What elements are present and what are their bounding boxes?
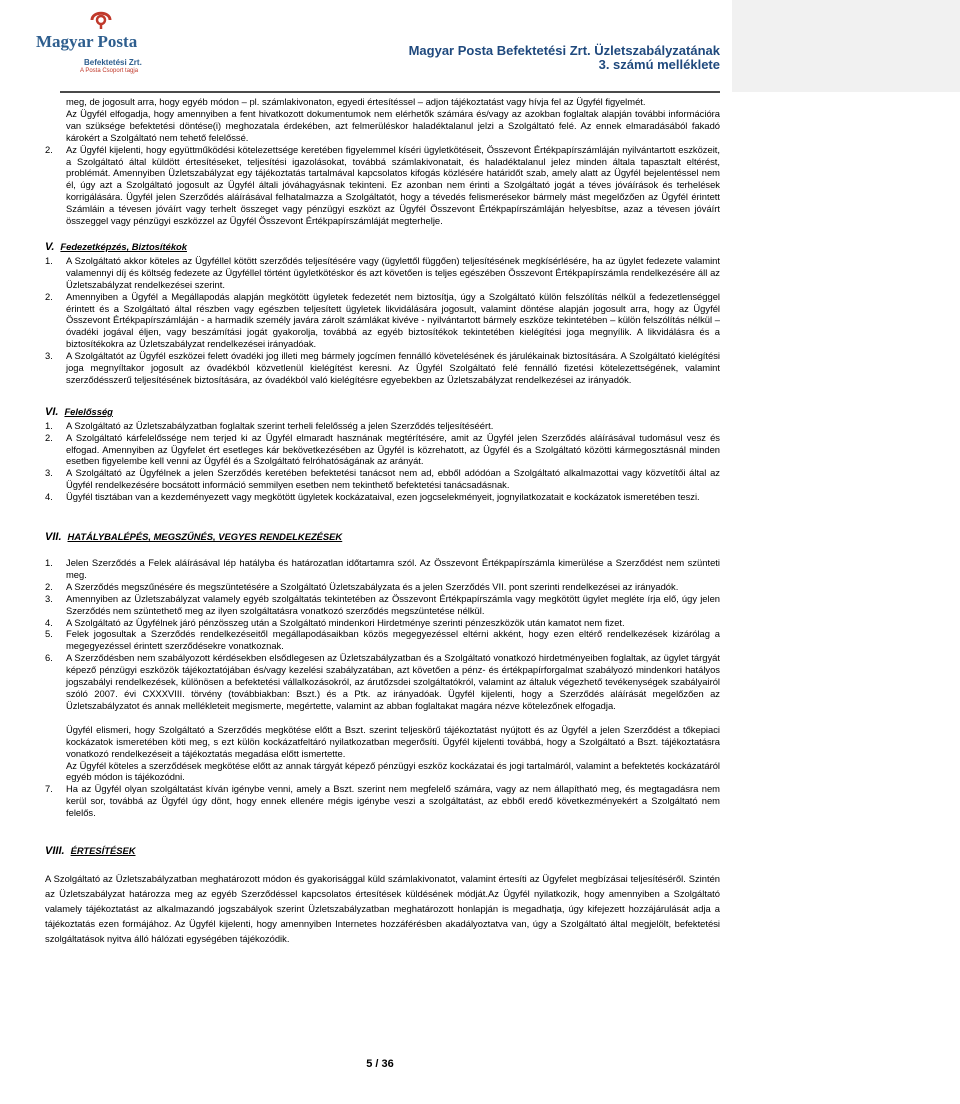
header-title-line1: Magyar Posta Befektetési Zrt. Üzletszabályzatának bbox=[408, 43, 720, 58]
section-7-item-1 bbox=[45, 557, 720, 581]
section-5-item-2 bbox=[45, 291, 720, 351]
item-number: 7. bbox=[45, 783, 53, 795]
intro-item-2 bbox=[45, 144, 720, 227]
item-number: 6. bbox=[45, 652, 53, 664]
intro-paragraph-1: meg, de jogosult arra, hogy egyéb módon – pl. számlakivonaton, egyedi értesítéssel – adjon tájékoztatást vagy hívja fel az Ügyfél figyelmét. bbox=[66, 96, 646, 107]
section-heading-8 bbox=[45, 845, 720, 858]
magyar-posta-logo bbox=[36, 6, 166, 82]
item-text: A Szolgáltató akkor köteles az Ügyféllel kötött szerződés teljesítésére vagy (ügylettől függően) teljesítésének megkísérlésére, ha az ügylet fedezete valamint valamennyi díj és költség fedezete az Ügyféllel történt ügyletkötéskor és azt követően is teljes egészében Összevont Értékpapírszámla rendelkezésére áll az Üzletszabályzat rendelkezései szerint. bbox=[66, 254, 720, 290]
item-text: A Szolgáltató kárfelelőssége nem terjed ki az Ügyfél elmaradt hasznának megtérítésére, amit az Ügyfél jelen Szerződés aláírásával tudomásul vesz és elfogad. Amennyiben az Ügyfelet ért esetleges kár bekövetkezésében az Ügyfél is közrehatott, az Ügyfél és a Szolgáltató közötti kármegosztásnál minden esetben figyelembe kell venni az Ügyfél és a Szolgáltató felróhatóságának az arányát. bbox=[66, 431, 720, 467]
section-6-item-1 bbox=[45, 420, 720, 432]
section-title: ÉRTESÍTÉSEK bbox=[70, 845, 136, 857]
item-text: Ha az Ügyfél olyan szolgáltatást kíván igénybe venni, amely a Bszt. szerint nem megfelelő számára, vagy az nem állapítható meg, és megtagadásra nem kerül sor, továbbá az Ügyfél úgy dönt, hogy ennek ellenére mégis igénybe veszi a szolgáltatást, az ebből eredő következményekért a Szolgáltató nem felelős. bbox=[66, 783, 720, 819]
section-title: Felelősség bbox=[64, 405, 113, 417]
logo-tagline: A Posta Csoport tagja bbox=[80, 68, 139, 74]
item-number: 3. bbox=[45, 467, 53, 479]
document-header-title bbox=[409, 44, 720, 72]
item-number: 2. bbox=[45, 431, 53, 443]
item-number: 4. bbox=[45, 491, 53, 503]
item-number: 1. bbox=[45, 419, 53, 431]
header-title-line2: 3. számú melléklete bbox=[598, 57, 720, 72]
section-5-item-3 bbox=[45, 350, 720, 386]
section-number: VII. bbox=[45, 531, 62, 544]
section-7-item-5 bbox=[45, 628, 720, 652]
section-heading-5 bbox=[45, 241, 720, 254]
item-text: Ügyfél tisztában van a kezdeményezett vagy megkötött ügyletek kockázataival, ezen jogcselekményeit, jognyilatkozatait e kockázatok ismeretében teszi. bbox=[66, 491, 700, 503]
section-7-item-2 bbox=[45, 581, 720, 593]
item-number: 2. bbox=[45, 580, 53, 592]
item-text: A Szolgáltató az Ügyfélnek a jelen Szerződés keretében befektetési tanácsot nem ad, ebből adódóan a Szolgáltató alkalmazottai vagy közvetítői által az Ügyfél rendelkezésére bocsátott információ semmilyen esetben nem tekinthető befektetési tanácsadásnak. bbox=[66, 467, 720, 491]
section-number: VIII. bbox=[45, 845, 65, 858]
intro-paragraph-2: Az Ügyfél elfogadja, hogy amennyiben a fent hivatkozott dokumentumok nem elérhetők számára és/vagy az azokban foglaltak alapján további információra van szüksége befektetési döntése(i) meghozatala érdekében, azt felmerüléskor haladéktalanul jelzi a Szolgáltató felé. Az ennek elmaradásából fakadó károkért a Szolgáltató nem tehető felelőssé. bbox=[66, 107, 720, 143]
item-text: Amennyiben a Ügyfél a Megállapodás alapján megkötött ügyletek fedezetét nem biztosítja, úgy a Szolgáltató külön felszólítás nélkül a fedezetlenséggel érintett és a Szolgáltató által részben vagy egészben teljesített ügyletek likvidálására jogosult, valamint döntése alapján jogosult arra, hogy az Ügyfél Összevont Értékpapírszámláján - a harmadik személy javára zárolt számlákat kivéve - nyilvántartott bármely eszköze tekintetében – külön felszólítás nélkül – óvadéki jogával éljen, vagy beszámítási jogát gyakorolja, továbbá az egyéb biztosítékok tekintetében kielégítési joga megnyílik. A likvidálásra és a biztosítékokra az Üzletszabályzat rendelkezései irányadóak. bbox=[66, 290, 720, 350]
section-7-item-3 bbox=[45, 593, 720, 617]
section-title: HATÁLYBALÉPÉS, MEGSZŰNÉS, VEGYES RENDELKEZÉSEK bbox=[67, 531, 343, 543]
section-6-item-3 bbox=[45, 467, 720, 491]
section-7-item-6 bbox=[45, 652, 720, 712]
logo-brand-text: Magyar Posta bbox=[36, 32, 138, 51]
section-7-item-7 bbox=[45, 783, 720, 819]
item-text: A Szerződés megszűnésére és megszüntetésére a Szolgáltató Üzletszabályzata és a jelen Szerződés VII. pont szerinti rendelkezései az irányadók. bbox=[66, 580, 679, 592]
section-heading-6 bbox=[45, 406, 720, 419]
section-5-item-1 bbox=[45, 255, 720, 291]
header-divider bbox=[60, 91, 720, 93]
item-number: 4. bbox=[45, 616, 53, 628]
item-number: 1. bbox=[45, 557, 53, 568]
posthorn-icon bbox=[88, 6, 114, 30]
page-number: 5 / 36 bbox=[366, 1058, 394, 1070]
item-text: A Szerződésben nem szabályozott kérdésekben elsődlegesen az Üzletszabályzatban és a Szolgáltató vonatkozó hirdetményeiben foglaltak, az ügylet tárgyát képező pénzügyi eszközök tájékoztatójában és/vagy kezelési szabályzatában, azt követően a pénz- és értékpapírforgalmat szabályozó mindenkori hatályos jogszabályi rendelkezések, különösen a befektetési vállalkozásokról, az árutőzsdei szolgáltatókról, valamint az általuk végezhető tevékenységek szabályairól szóló 2007. évi CXXXVIII. törvény (továbbiakban: Bszt.) és a Ptk. az irányadóak. Ügyfél kijelenti, hogy a Szerződés aláírását megelőzően az Üzletszabályzatot és annak mellékleteit megismerte, megértette, valamint az abban foglaltakat magára nézve kötelezőnek elfogadja. bbox=[66, 652, 720, 711]
logo-subtitle: Befektetési Zrt. bbox=[84, 58, 142, 67]
section-6-item-2 bbox=[45, 432, 720, 468]
section-number: VI. bbox=[45, 405, 59, 418]
item-text: A Szolgáltató az Üzletszabályzatban foglaltak szerint terheli felelősség a jelen Szerződés teljesítéséért. bbox=[66, 419, 494, 431]
section-title: Fedezetképzés, Biztosítékok bbox=[60, 240, 187, 252]
section-8-paragraph: A Szolgáltató az Üzletszabályzatban meghatározott módon és gyakorisággal küld számlakivonatot, valamint értesíti az Ügyfelet megbízásai teljesítéséről. Szintén az Üzletszabályzat határozza meg az egyéb Szerződéssel kapcsolatos értesítések küldésének módját.Az Ügyfél nyilatkozik, hogy amennyiben a Szolgáltató valamely tájékoztatást az alkalmazandó jogszabályok szerint Üzletszabályzatban meghatározott honlapján is megadhatja, úgy kifejezett hozzájárulását adja a tájékoztatás ezen formájához. Az Ügyfél kijelenti, hogy amennyiben Internetes hozzáférésben akadályoztatva van, úgy a Szolgáltató által megjelölt, befektetési szolgáltatások nyitva álló hálózati egységében tájékozódik. bbox=[45, 872, 720, 944]
section-7-paragraph-2: Az Ügyfél köteles a szerződések megkötése előtt az annak tárgyát képező pénzügyi eszköz kockázatai és jogi tartalmáról, valamint a befektetés kockázatáról egyéb módon is tájékozódni. bbox=[66, 759, 720, 783]
item-text: A Szolgáltatót az Ügyfél eszközei felett óvadéki jog illeti meg bármely jogcímen fennálló követelésének és járulékainak biztosítására. A Szolgáltató kielégítési joga megnyíltakor jogosult az óvadékból közvetlenül kielégítést keresni. Az Ügyfél Szolgáltató felé fennálló fizetési kötelezettségének, valamint szerződésszerű teljesítésének biztosítására, az óvadékból való kielégítésre egyebekben az Üzletszabályzat rendelkezései az irányadók. bbox=[66, 350, 720, 385]
item-number: 3. bbox=[45, 592, 53, 604]
item-number: 1. bbox=[45, 254, 53, 266]
item-text: Jelen Szerződés a Felek aláírásával lép hatályba és határozatlan időtartamra szól. Az Összevont Értékpapírszámla kimerülése a Szerződést nem szünteti meg. bbox=[66, 557, 720, 580]
section-heading-7 bbox=[45, 531, 720, 544]
item-text: A Szolgáltató az Ügyfélnek járó pénzösszeg után a Szolgáltató mindenkori Hirdetménye szerinti pénzeszközök után kamatot nem fizet. bbox=[66, 616, 625, 628]
item-text: Az Ügyfél kijelenti, hogy együttműködési kötelezettsége keretében figyelemmel kíséri ügyletkötéseit, Összevont Értékpapírszámláján nyilvántartott eszközeit, a Szolgáltató által küldött értesítéseket, teljesítési igazolásokat, továbbá számlakivonatait, és haladéktalanul jelez minden általa tapasztalt eltérést, problémát. Amennyiben Üzletszabályzat egy tájékoztatás tartalmával kapcsolatos kifogás közlésére határidőt szab, amely alatt az Ügyfél bejelentéssel nem él, úgy azt a Szolgáltató jogosult az Ügyfél általi jóváhagyásnak tekinteni. Ez azonban nem érinti a Szolgáltató jogát a téves jóváírások és terhelések korrigálására. Ügyfél jelen Szerződés aláírásával felhatalmazza a Szolgáltatót, hogy a tévedés felismerésekor bármely mást megelőzően az Ügyfél érintett Számláin a tévesen jóváírt vagy terhelt összeget vagy pénzügyi eszközt az Ügyfél Összevont Értékpapírszámláján helyesbítse, azaz a tévesen jóváírt összeggel vagy pénzügyi eszközzel az Ügyfél Összevont Értékpapírszámláját megterhelje. bbox=[66, 143, 720, 227]
section-7-paragraph-1: Ügyfél elismeri, hogy Szolgáltató a Szerződés megkötése előtt a Bszt. szerint teljeskörű tájékoztatást nyújtott és az Ügyfél a jelen Szerződést a tőkepiaci kockázatok ismeretében köti meg, s ezt külön kockázatfeltáró nyilatkozatban megerősíti. Ügyfél kijelenti továbbá, hogy a Szolgáltató a Bszt. tájékoztatásra vonatkozó rendelkezéseit a tájékoztatás megadása előtt ismertette. bbox=[66, 723, 720, 759]
section-number: V. bbox=[45, 240, 55, 253]
item-number: 5. bbox=[45, 628, 53, 640]
item-text: Amennyiben az Üzletszabályzat valamely egyéb szolgáltatás tekintetében az Összevont Értékpapírszámla vagy megkötött ügylet megléte írja elő, úgy jelen Szerződés nem szüntethető meg az ilyen szolgáltatásra vonatkozó szerződés megszüntetése nélkül. bbox=[66, 592, 720, 616]
item-number: 2. bbox=[45, 143, 53, 155]
item-number: 3. bbox=[45, 350, 53, 362]
section-7-item-4 bbox=[45, 617, 720, 629]
header-gray-strip bbox=[732, 0, 960, 92]
document-body bbox=[45, 96, 720, 946]
item-text: Felek jogosultak a Szerződés rendelkezéseitől megállapodásaikban közös megegyezéssel eltérni akként, hogy ezen eltérő rendelkezések kizárólag a megegyezéssel érintett szerződésekre vonatkoznak. bbox=[66, 628, 720, 652]
item-number: 2. bbox=[45, 290, 53, 302]
section-6-item-4 bbox=[45, 491, 720, 503]
